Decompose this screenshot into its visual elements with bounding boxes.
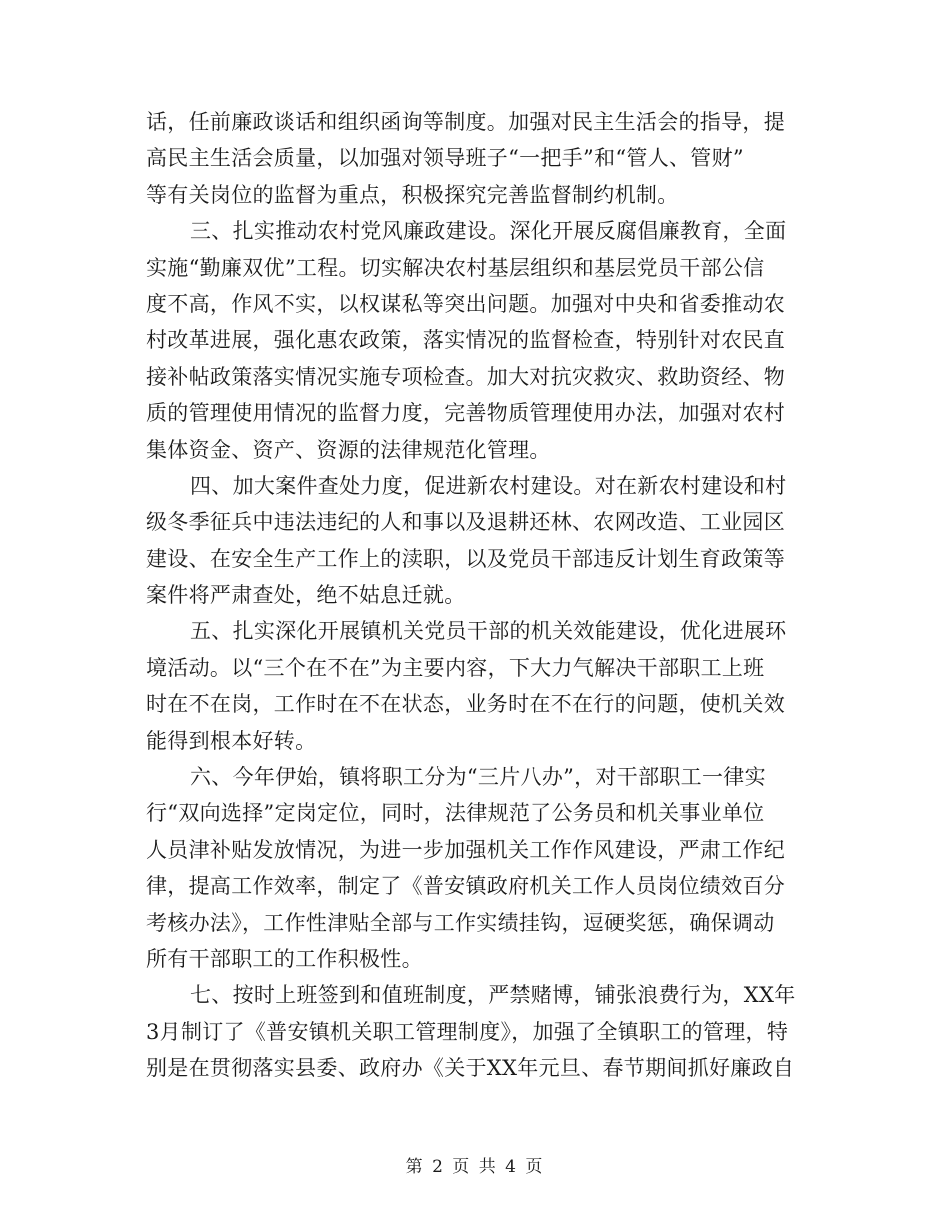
text-line: 律，提高工作效率，制定了《普安镇政府机关工作人员岗位绩效百分 [146,874,785,899]
text-line: 实施“勤廉双优”工程。切实解决农村基层组织和基层党员干部公信 [146,255,765,280]
paragraph-item-4 [146,468,806,614]
text-line: 接补帖政策落实情况实施专项检查。加大对抗灾救灾、救助资经、物 [146,364,785,389]
paragraph-item-7 [146,977,806,1086]
text-line: 案件将严肃查处，绝不姑息迁就。 [146,583,466,608]
text-line: 级冬季征兵中违法违纪的人和事以及退耕还林、农网改造、工业园区 [146,510,785,535]
text-line: 村改革进展，强化惠农政策，落实情况的监督检查，特别针对农民直 [146,328,785,353]
text-line: 人员津补贴发放情况，为进一步加强机关工作作风建设，严肃工作纪 [146,837,785,862]
text-line: 能得到根本好转。 [146,728,317,753]
text-line: 境活动。以“三个在不在”为主要内容，下大力气解决干部职工上班 [146,655,765,680]
paragraph-item-3 [146,213,806,468]
text-line: 行“双向选择”定岗定位，同时，法律规范了公务员和机关事业单位 [146,801,765,826]
text-line: 质的管理使用情况的监督力度，完善物质管理使用办法，加强对农村 [146,401,785,426]
text-line-first: 五、扎实深化开展镇机关党员干部的机关效能建设，优化进展环 [190,619,787,644]
page-number-footer: 第 2 页 共 4 页 [405,1157,545,1177]
text-line: 集体资金、资产、资源的法律规范化管理。 [146,437,551,462]
text-line: 3月制订了《普安镇机关职工管理制度》，加强了全镇职工的管理，特 [146,1019,789,1044]
text-line: 等有关岗位的监督为重点，积极探究完善监督制约机制。 [146,182,679,207]
text-line: 建设、在安全生产工作上的渎职，以及党员干部违反计划生育政策等 [146,546,785,571]
paragraph-continuation [146,104,806,213]
text-line-first: 三、扎实推动农村党风廉政建设。深化开展反腐倡廉教育，全面 [190,219,787,244]
text-line: 考核办法》，工作性津贴全部与工作实绩挂钩，逗硬奖惩，确保调动 [146,910,775,935]
text-line-first: 七、按时上班签到和值班制度，严禁赌博，铺张浪费行为，XX年 [190,983,796,1008]
text-line: 别是在贯彻落实县委、政府办《关于XX年元旦、春节期间抓好廉政自 [146,1056,795,1081]
text-line: 高民主生活会质量，以加强对领导班子“一把手”和“管人、管财” [146,146,744,171]
paragraph-item-5 [146,613,806,759]
text-line: 时在不在岗，工作时在不在状态，业务时在不在行的问题，使机关效 [146,692,785,717]
text-line: 度不高，作风不实，以权谋私等突出问题。加强对中央和省委推动农 [146,291,785,316]
text-line: 话，任前廉政谈话和组织函询等制度。加强对民主生活会的指导，提 [146,110,785,134]
paragraph-item-6 [146,759,806,977]
text-line-first: 四、加大案件查处力度，促进新农村建设。对在新农村建设和村 [190,473,787,498]
text-line: 所有干部职工的工作积极性。 [146,946,423,971]
document-body [146,104,806,1087]
text-line-first: 六、今年伊始，镇将职工分为“三片八办”，对干部职工一律实 [190,765,766,790]
